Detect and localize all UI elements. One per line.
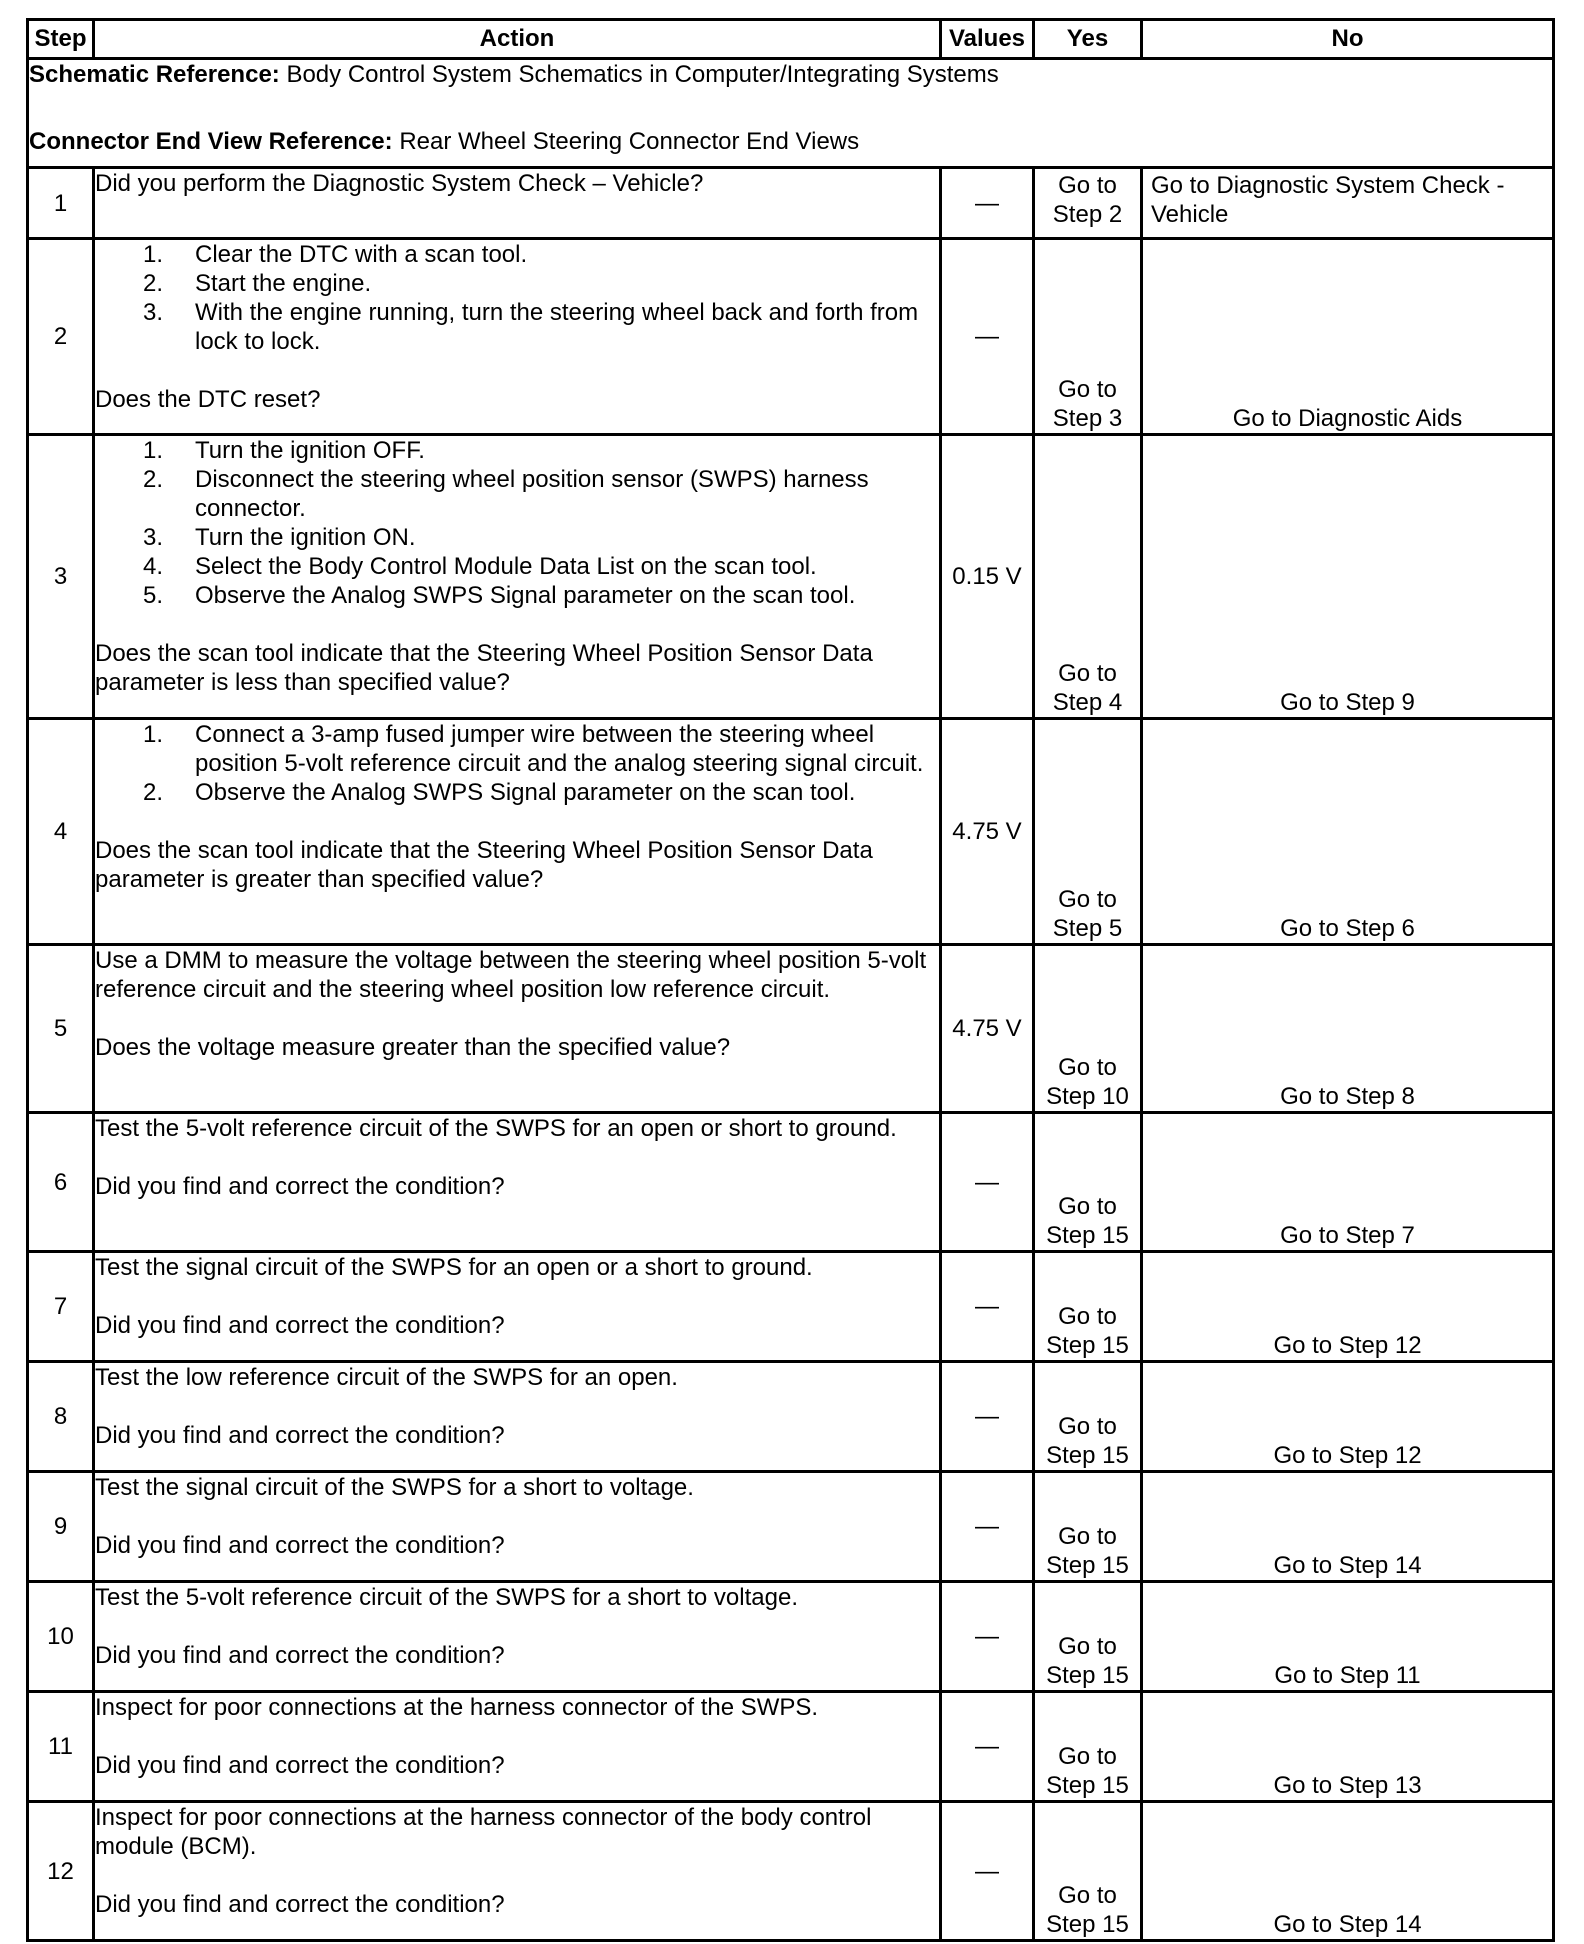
action-question: Did you find and correct the condition? [95, 1532, 505, 1559]
action-cell [94, 1692, 941, 1802]
substep-text: Observe the Analog SWPS Signal parameter on the scan tool. [195, 779, 856, 806]
action-cell [94, 1252, 941, 1362]
substep-item [95, 269, 939, 298]
substep-number: 1. [143, 241, 164, 268]
value-cell: — [941, 1362, 1034, 1472]
no-cell: Go to Diagnostic System Check - Vehicle [1142, 168, 1554, 239]
value-cell: — [941, 1582, 1034, 1692]
substep-number: 2. [143, 466, 164, 493]
substep-list [95, 720, 939, 807]
action-text: Did you perform the Diagnostic System Check – Vehicle? [95, 170, 704, 197]
references-cell [28, 59, 1554, 168]
yes-link-text: Step 15 [1046, 1332, 1129, 1359]
substep-number: 2. [143, 779, 164, 806]
value-cell: — [941, 1472, 1034, 1582]
step-number: 10 [28, 1582, 94, 1692]
action-text: Test the low reference circuit of the SWPS for an open. [95, 1364, 678, 1391]
substep-number: 3. [143, 524, 164, 551]
step-number: 1 [28, 168, 94, 239]
yes-cell [1034, 1692, 1142, 1802]
action-cell [94, 1113, 941, 1252]
value-cell: — [941, 1252, 1034, 1362]
step-row [28, 1362, 1554, 1472]
action-question: Did you find and correct the condition? [95, 1642, 505, 1669]
connector-reference-label: Connector End View Reference: [29, 128, 393, 155]
yes-link-text: Step 15 [1046, 1911, 1129, 1938]
substep-item [95, 552, 939, 581]
yes-link-text: Step 4 [1052, 689, 1123, 716]
schematic-reference-text: Body Control System Schematics in Computer/Integrating Systems [279, 61, 999, 88]
yes-link-text: Go to [1058, 376, 1117, 403]
yes-link-text: Go to [1058, 1743, 1117, 1770]
yes-link-text: Go to [1058, 1882, 1117, 1909]
step-row [28, 168, 1554, 239]
value-cell: 0.15 V [941, 435, 1034, 719]
yes-link-text: Go to [1058, 886, 1117, 913]
yes-cell [1034, 1472, 1142, 1582]
action-question: Does the scan tool indicate that the Steering Wheel Position Sensor Data parameter is greater than specified value? [95, 837, 873, 893]
no-cell: Go to Step 9 [1142, 435, 1554, 719]
value-cell: — [941, 168, 1034, 239]
yes-link-text: Step 15 [1046, 1442, 1129, 1469]
step-row [28, 1472, 1554, 1582]
yes-link-text: Go to [1058, 1413, 1117, 1440]
substep-item [95, 778, 939, 807]
substep-item [95, 436, 939, 465]
action-question: Does the voltage measure greater than the specified value? [95, 1034, 731, 1061]
yes-link-text: Step 15 [1046, 1552, 1129, 1579]
yes-cell [1034, 1582, 1142, 1692]
substep-text: Start the engine. [195, 270, 372, 297]
step-number: 6 [28, 1113, 94, 1252]
step-number: 7 [28, 1252, 94, 1362]
yes-cell [1034, 1802, 1142, 1941]
step-row [28, 1252, 1554, 1362]
yes-cell [1034, 719, 1142, 945]
action-question: Did you find and correct the condition? [95, 1752, 505, 1779]
action-cell [94, 435, 941, 719]
action-text: Use a DMM to measure the voltage between the steering wheel position 5-volt reference circuit and the steering wheel position low reference circuit. [95, 947, 927, 1003]
no-cell: Go to Step 8 [1142, 945, 1554, 1113]
action-text: Inspect for poor connections at the harness connector of the SWPS. [95, 1694, 819, 1721]
no-cell: Go to Step 11 [1142, 1582, 1554, 1692]
action-question: Did you find and correct the condition? [95, 1173, 505, 1200]
yes-link-text: Go to [1058, 1054, 1117, 1081]
substep-item [95, 298, 939, 356]
step-number: 5 [28, 945, 94, 1113]
header-step: Step [28, 20, 94, 59]
action-text: Test the signal circuit of the SWPS for a short to voltage. [95, 1474, 694, 1501]
substep-text: Disconnect the steering wheel position sensor (SWPS) harness connector. [195, 466, 869, 522]
step-row [28, 1692, 1554, 1802]
yes-cell [1034, 945, 1142, 1113]
step-number: 3 [28, 435, 94, 719]
substep-text: Connect a 3-amp fused jumper wire between the steering wheel position 5-volt reference circuit and the analog steering signal circuit. [195, 721, 924, 777]
substep-list [95, 240, 939, 356]
yes-cell [1034, 168, 1142, 239]
substep-number: 1. [143, 721, 164, 748]
substep-text: With the engine running, turn the steering wheel back and forth from lock to lock. [195, 299, 919, 355]
no-cell: Go to Step 6 [1142, 719, 1554, 945]
step-number: 4 [28, 719, 94, 945]
header-action: Action [94, 20, 941, 59]
step-number: 8 [28, 1362, 94, 1472]
action-cell [94, 168, 941, 239]
yes-link-text: Step 3 [1052, 405, 1123, 432]
yes-link-text: Go to [1058, 1523, 1117, 1550]
action-text: Inspect for poor connections at the harness connector of the body control module (BCM). [95, 1804, 872, 1860]
yes-cell [1034, 1113, 1142, 1252]
action-text: Test the 5-volt reference circuit of the SWPS for an open or short to ground. [95, 1115, 897, 1142]
substep-number: 1. [143, 437, 164, 464]
substep-item [95, 581, 939, 610]
step-row [28, 1802, 1554, 1941]
action-question: Does the scan tool indicate that the Steering Wheel Position Sensor Data parameter is less than specified value? [95, 640, 873, 696]
value-cell: — [941, 1802, 1034, 1941]
action-question: Did you find and correct the condition? [95, 1422, 505, 1449]
substep-text: Turn the ignition OFF. [195, 437, 425, 464]
step-number: 11 [28, 1692, 94, 1802]
yes-link-text: Go to [1058, 1633, 1117, 1660]
step-row [28, 719, 1554, 945]
step-row [28, 239, 1554, 435]
step-row [28, 945, 1554, 1113]
action-text: Test the signal circuit of the SWPS for an open or a short to ground. [95, 1254, 813, 1281]
substep-text: Select the Body Control Module Data List on the scan tool. [195, 553, 817, 580]
schematic-reference-label: Schematic Reference: [29, 61, 280, 88]
references-row [28, 59, 1554, 168]
substep-text: Turn the ignition ON. [195, 524, 416, 551]
substep-number: 4. [143, 553, 164, 580]
no-cell: Go to Step 12 [1142, 1252, 1554, 1362]
substep-number: 3. [143, 299, 164, 326]
substep-text: Clear the DTC with a scan tool. [195, 241, 528, 268]
action-cell [94, 1472, 941, 1582]
diagnostic-table [26, 18, 1555, 1942]
step-number: 2 [28, 239, 94, 435]
no-cell: Go to Diagnostic Aids [1142, 239, 1554, 435]
step-number: 12 [28, 1802, 94, 1941]
action-cell [94, 719, 941, 945]
substep-item [95, 720, 939, 778]
yes-link-text: Step 5 [1052, 915, 1123, 942]
yes-link-text: Step 15 [1046, 1772, 1129, 1799]
action-cell [94, 1582, 941, 1692]
no-cell: Go to Step 12 [1142, 1362, 1554, 1472]
step-row [28, 435, 1554, 719]
value-cell: 4.75 V [941, 945, 1034, 1113]
value-cell: — [941, 1113, 1034, 1252]
yes-link-text: Step 15 [1046, 1222, 1129, 1249]
yes-link-text: Step 10 [1046, 1083, 1129, 1110]
action-question: Does the DTC reset? [95, 386, 321, 413]
no-cell: Go to Step 7 [1142, 1113, 1554, 1252]
connector-reference-text: Rear Wheel Steering Connector End Views [392, 128, 860, 155]
step-number: 9 [28, 1472, 94, 1582]
value-cell: 4.75 V [941, 719, 1034, 945]
substep-text: Observe the Analog SWPS Signal parameter on the scan tool. [195, 582, 856, 609]
yes-link-text: Step 15 [1046, 1662, 1129, 1689]
no-cell: Go to Step 14 [1142, 1802, 1554, 1941]
yes-link-text: Go to [1058, 1303, 1117, 1330]
yes-cell [1034, 1362, 1142, 1472]
step-row [28, 1582, 1554, 1692]
action-cell [94, 945, 941, 1113]
substep-item [95, 240, 939, 269]
schematic-reference [29, 60, 1552, 89]
connector-reference [29, 127, 1552, 156]
action-cell [94, 239, 941, 435]
value-cell: — [941, 1692, 1034, 1802]
yes-link-text: Go to [1058, 660, 1117, 687]
no-cell: Go to Step 14 [1142, 1472, 1554, 1582]
value-cell: — [941, 239, 1034, 435]
yes-link-text: Step 2 [1052, 201, 1123, 228]
action-cell [94, 1802, 941, 1941]
yes-cell [1034, 435, 1142, 719]
header-values: Values [941, 20, 1034, 59]
action-cell [94, 1362, 941, 1472]
yes-link-text: Go to [1058, 1193, 1117, 1220]
yes-cell [1034, 1252, 1142, 1362]
no-cell: Go to Step 13 [1142, 1692, 1554, 1802]
header-row [28, 20, 1554, 59]
substep-item [95, 465, 939, 523]
header-yes: Yes [1034, 20, 1142, 59]
header-no: No [1142, 20, 1554, 59]
action-question: Did you find and correct the condition? [95, 1891, 505, 1918]
yes-link-text: Go to [1058, 172, 1117, 199]
step-row [28, 1113, 1554, 1252]
substep-item [95, 523, 939, 552]
yes-cell [1034, 239, 1142, 435]
substep-number: 2. [143, 270, 164, 297]
action-text: Test the 5-volt reference circuit of the SWPS for a short to voltage. [95, 1584, 798, 1611]
substep-list [95, 436, 939, 610]
action-question: Did you find and correct the condition? [95, 1312, 505, 1339]
substep-number: 5. [143, 582, 164, 609]
